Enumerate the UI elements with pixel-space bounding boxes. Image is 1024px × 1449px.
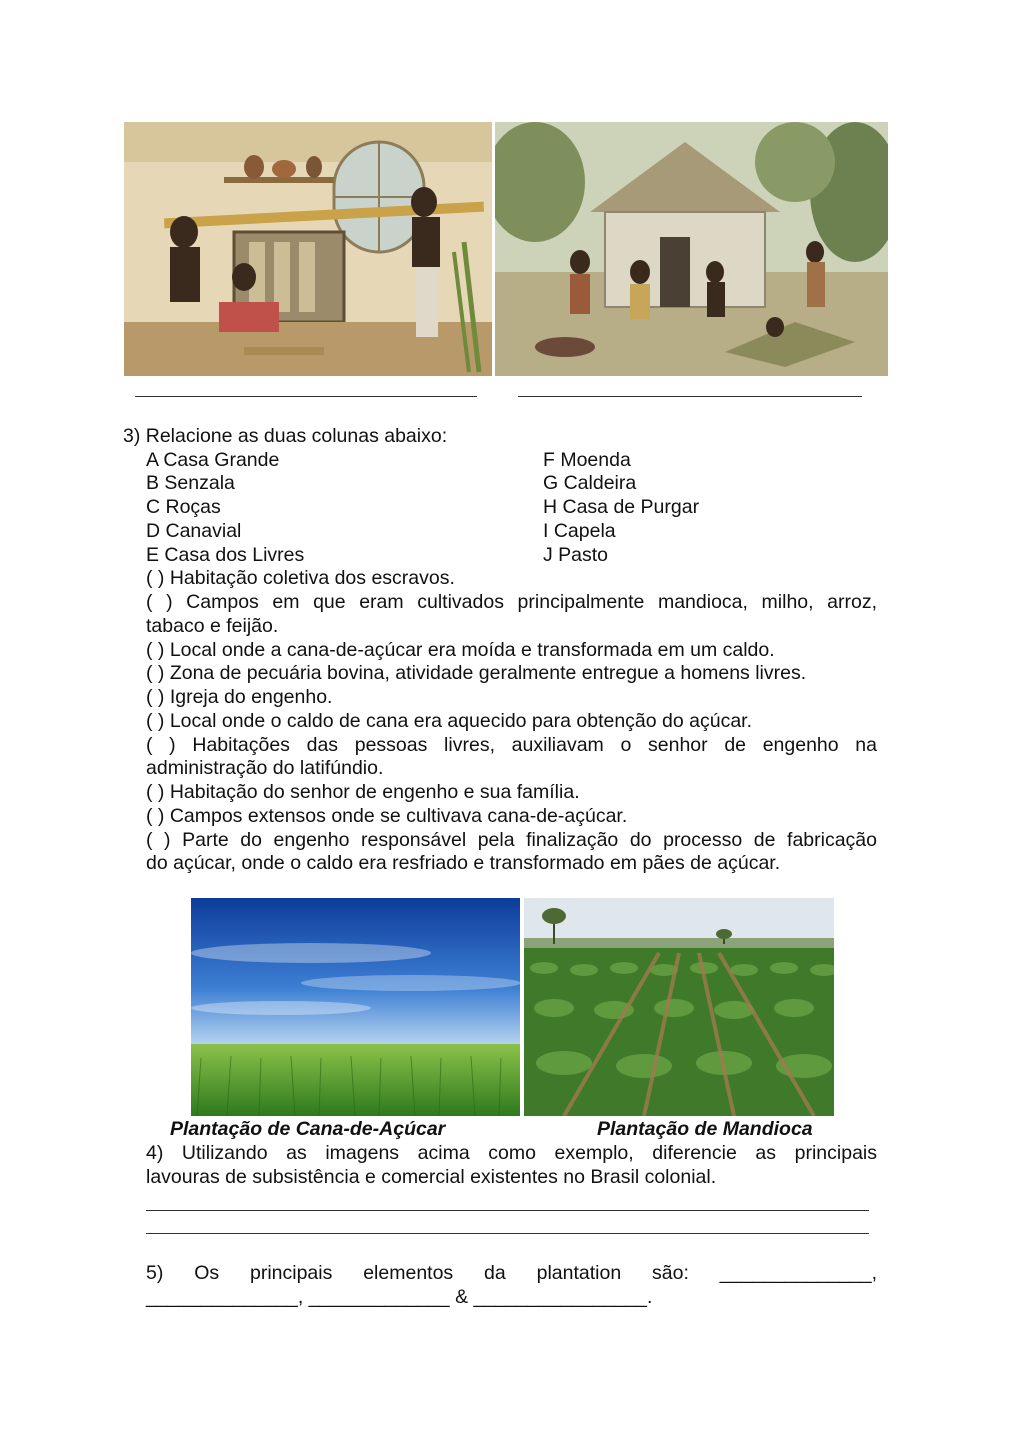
item-2-line-2: tabaco e feijão.: [146, 615, 279, 637]
option-e: E Casa dos Livres: [146, 544, 305, 566]
sugarcane-photo: [191, 898, 520, 1116]
option-h: H Casa de Purgar: [543, 496, 700, 518]
caption-cassava: Plantação de Mandioca: [597, 1118, 813, 1140]
question-5-line-2: ______________, _____________ & ________________.: [146, 1286, 653, 1308]
option-f: F Moenda: [543, 449, 631, 471]
item-10-line-2: do açúcar, onde o caldo era resfriado e transformado em pães de açúcar.: [146, 852, 781, 874]
question-3-title: 3) Relacione as duas colunas abaixo:: [123, 425, 448, 447]
sugar-mill-illustration: [124, 122, 492, 376]
answer-line-1[interactable]: [146, 1210, 869, 1211]
question-4-line-1: 4) Utilizando as imagens acima como exemplo, diferencie as principais: [146, 1142, 877, 1164]
item-7-line-2: administração do latifúndio.: [146, 757, 384, 779]
item-1: ( ) Habitação coletiva dos escravos.: [146, 567, 455, 589]
item-6: ( ) Local onde o caldo de cana era aquecido para obtenção do açúcar.: [146, 710, 753, 732]
item-5: ( ) Igreja do engenho.: [146, 686, 333, 708]
item-2-line-1: ( ) Campos em que eram cultivados principalmente mandioca, milho, arroz,: [146, 591, 877, 613]
option-d: D Canavial: [146, 520, 242, 542]
item-3: ( ) Local onde a cana-de-açúcar era moída e transformada em um caldo.: [146, 639, 775, 661]
question-4-line-2: lavouras de subsistência e comercial existentes no Brasil colonial.: [146, 1166, 717, 1188]
option-i: I Capela: [543, 520, 616, 542]
answer-line-2[interactable]: [146, 1233, 869, 1234]
item-10-line-1: ( ) Parte do engenho responsável pela finalização do processo de fabricação: [146, 829, 877, 851]
item-8: ( ) Habitação do senhor de engenho e sua família.: [146, 781, 580, 803]
option-a: A Casa Grande: [146, 449, 280, 471]
item-9: ( ) Campos extensos onde se cultivava cana-de-açúcar.: [146, 805, 628, 827]
option-j: J Pasto: [543, 544, 609, 566]
cassava-photo: [524, 898, 834, 1116]
answer-blank-left-image[interactable]: [135, 396, 477, 397]
item-7-line-1: ( ) Habitações das pessoas livres, auxiliavam o senhor de engenho na: [146, 734, 877, 756]
option-b: B Senzala: [146, 472, 235, 494]
answer-blank-right-image[interactable]: [518, 396, 862, 397]
option-g: G Caldeira: [543, 472, 637, 494]
item-4: ( ) Zona de pecuária bovina, atividade geralmente entregue a homens livres.: [146, 662, 807, 684]
option-c: C Roças: [146, 496, 221, 518]
question-5-line-1: 5) Os principais elementos da plantation são: ______________,: [146, 1262, 877, 1284]
slave-quarters-illustration: [495, 122, 888, 376]
caption-sugarcane: Plantação de Cana-de-Açúcar: [170, 1118, 446, 1140]
